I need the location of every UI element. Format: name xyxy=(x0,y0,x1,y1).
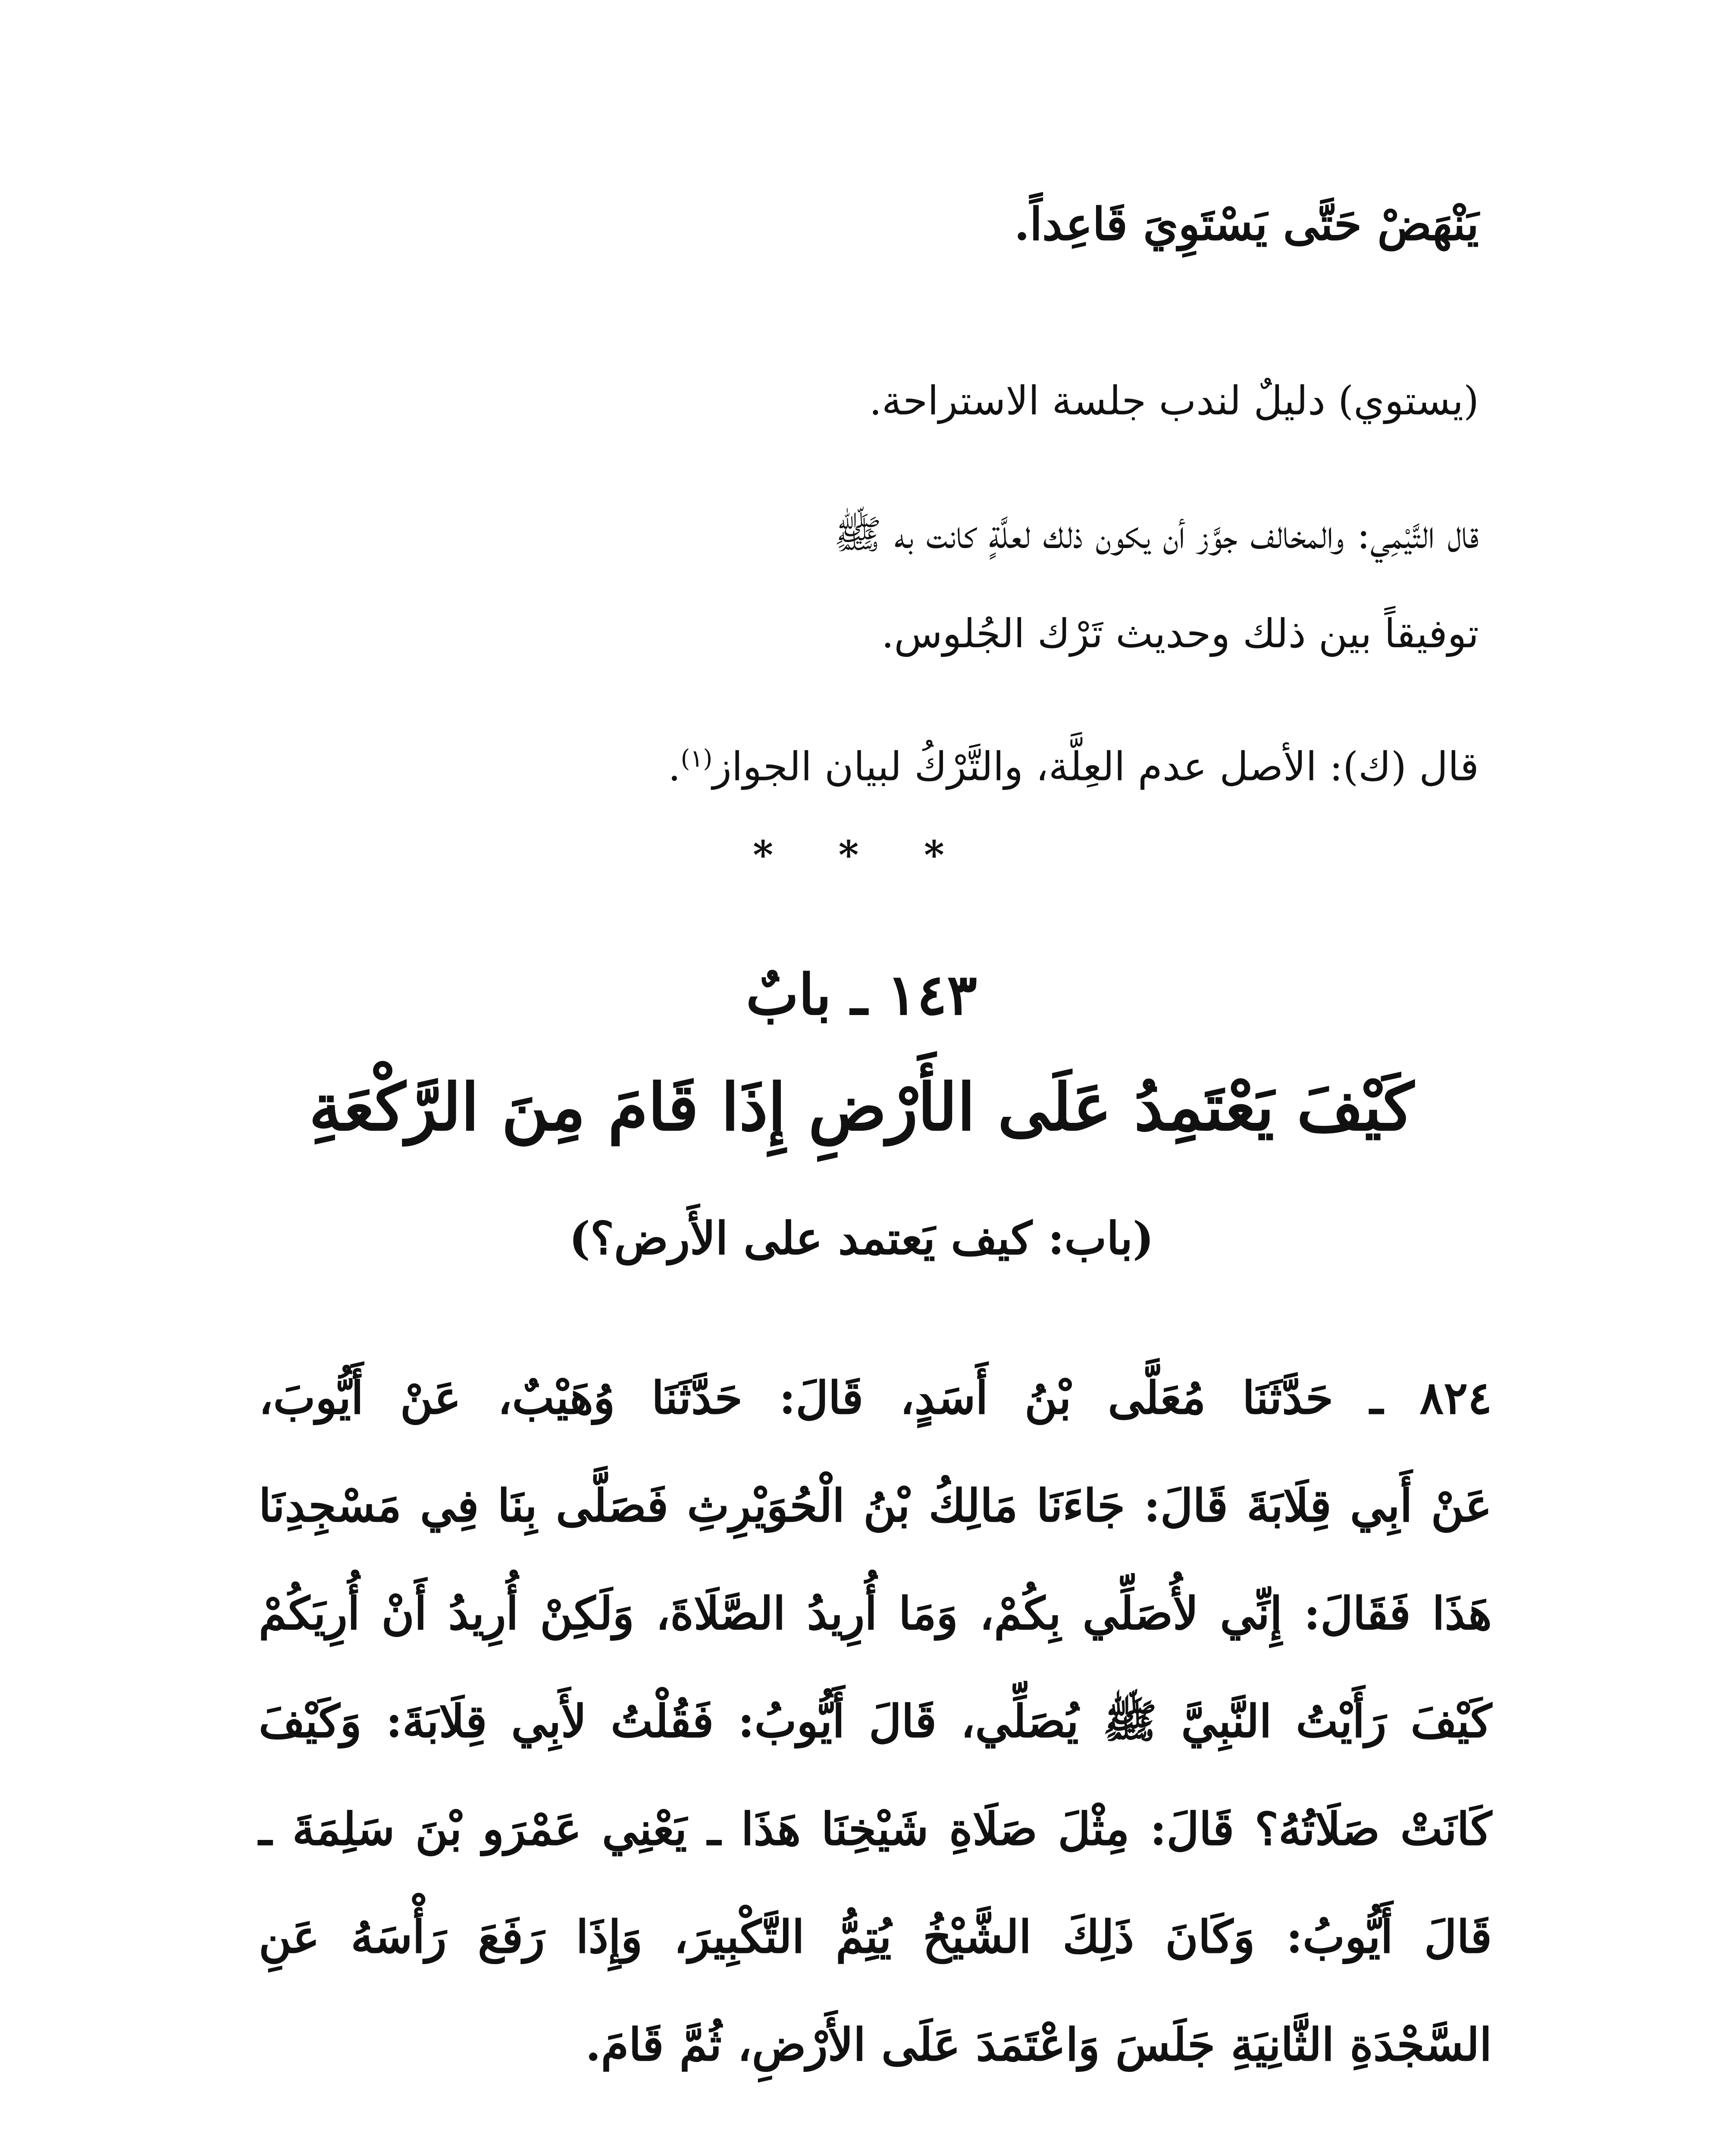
commentary-line: قال التَّيْمِي: والمخالف جوَّز أن يكون ذلك لعلَّةٍ كانت به ﷺ xyxy=(833,511,1479,558)
chapter-title: كَيْفَ يَعْتَمِدُ عَلَى الأَرْضِ إِذَا قَامَ مِنَ الرَّكْعَةِ xyxy=(309,1069,1414,1145)
chapter-number: ١٤٣ ـ بابٌ xyxy=(746,962,977,1028)
hadith-line: هَذَا فَقَالَ: إِنِّي لأُصَلِّي بِكُمْ، وَمَا أُرِيدُ الصَّلَاةَ، وَلَكِنْ أُرِيدُ أَنْ أُرِيَكُمْ xyxy=(259,1587,1492,1640)
commentary-line: (يستوي) دليلٌ لندب جلسة الاستراحة. xyxy=(869,378,1479,424)
commentary-text: قال (ك): الأصل عدم العِلَّة، والتَّرْكُ لبيان الجواز xyxy=(712,743,1479,790)
sentence-end: . xyxy=(668,743,681,790)
commentary-line: توفيقاً بين ذلك وحديث تَرْك الجُلوس. xyxy=(881,611,1479,657)
section-separator: * * * xyxy=(753,832,970,878)
hadith-line-last: السَّجْدَةِ الثَّانِيَةِ جَلَسَ وَاعْتَمَدَ عَلَى الأَرْضِ، ثُمَّ قَامَ. xyxy=(585,2018,1492,2071)
commentary-block xyxy=(267,181,1479,828)
chapter-subtitle: (باب: كيف يَعتمد على الأَرض؟) xyxy=(569,1212,1154,1265)
hadith-line: كَيْفَ رَأَيْتُ النَّبِيَّ ﷺ يُصَلِّي، قَالَ أَيُّوبُ: فَقُلْتُ لأَبِي قِلَابَةَ: وَكَيْفَ xyxy=(259,1695,1492,1748)
hadith-line: كَانَتْ صَلَاتُهُ؟ قَالَ: مِثْلَ صَلَاةِ شَيْخِنَا هَذَا ـ يَعْنِي عَمْرَو بْنَ سَلِمَةَ ـ xyxy=(259,1802,1492,1855)
hadith-line: قَالَ أَيُّوبُ: وَكَانَ ذَلِكَ الشَّيْخُ يُتِمُّ التَّكْبِيرَ، وَإِذَا رَفَعَ رَأْسَهُ عَنِ xyxy=(259,1910,1492,1963)
hadith-line: ٨٢٤ ـ حَدَّثَنَا مُعَلَّى بْنُ أَسَدٍ، قَالَ: حَدَّثَنَا وُهَيْبٌ، عَنْ أَيُّوبَ، xyxy=(259,1371,1492,1424)
hadith-line: عَنْ أَبِي قِلَابَةَ قَالَ: جَاءَنَا مَالِكُ بْنُ الْحُوَيْرِثِ فَصَلَّى بِنَا فِي مَسْجِدِنَا xyxy=(259,1479,1492,1532)
footnote-reference: (١) xyxy=(680,745,713,773)
commentary-line-with-footnote xyxy=(267,716,1479,810)
matn-line: يَنْهَضْ حَتَّى يَسْتَوِيَ قَاعِداً. xyxy=(1014,197,1479,251)
